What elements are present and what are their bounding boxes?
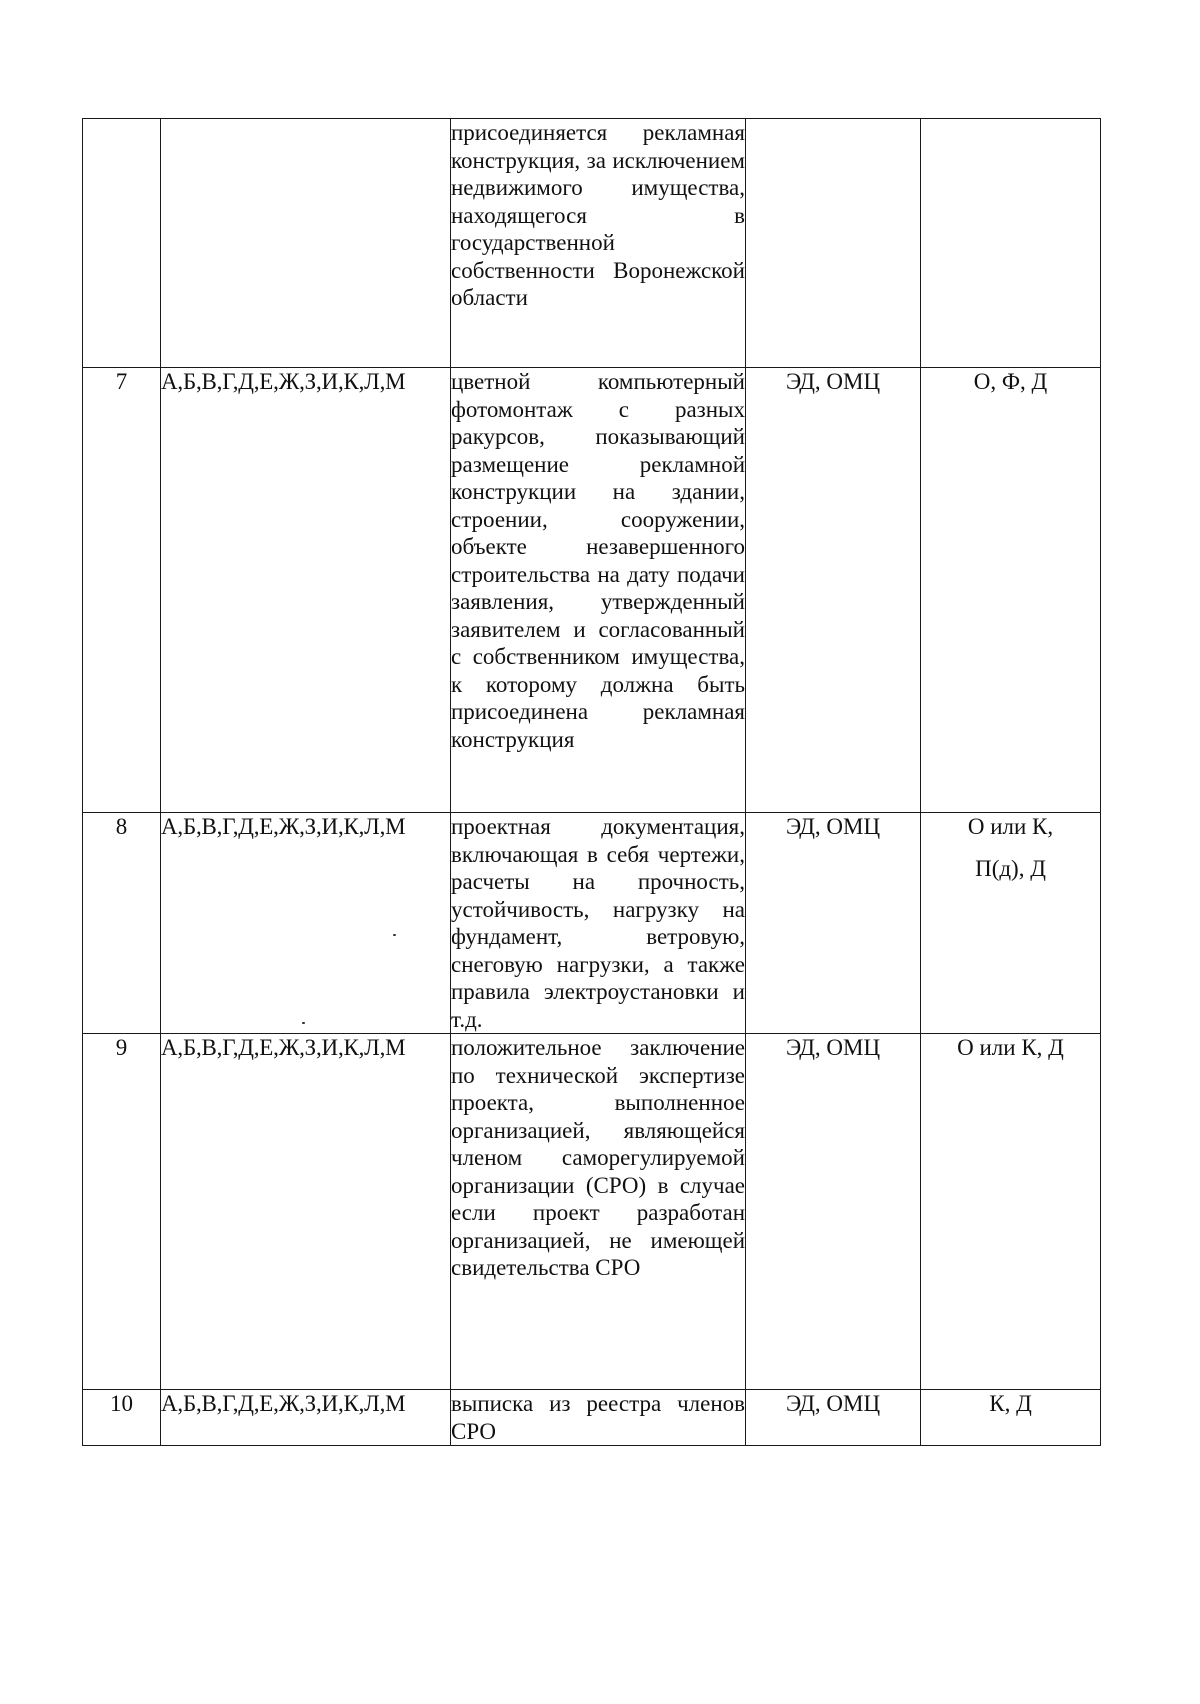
- table-row: [83, 1034, 1101, 1390]
- row-document-type-line: О или К,: [967, 814, 1054, 839]
- row-document-type: [921, 368, 1101, 813]
- row-document-form: ЭД, ОМЦ: [746, 1034, 921, 1390]
- row-document-form: [746, 119, 921, 368]
- row-document-type: [921, 813, 1101, 1034]
- row-categories: А,Б,В,Г,Д,Е,Ж,З,И,К,Л,М: [161, 813, 451, 1034]
- scan-speck: [302, 1022, 305, 1024]
- row-number: 8: [83, 813, 161, 1034]
- row-document-description: цветной компьютерный фотомонтаж с разных ракурсов, показывающий размещение рекламной конструкции на здании, строении, сооружении, объекте незавершенного строительства на дату подачи заявления, утвержденный заявителем и согласованный с собственником имущества, к которому должна быть присоединена рекламная конструкция: [451, 368, 746, 813]
- row-document-form: ЭД, ОМЦ: [746, 813, 921, 1034]
- row-categories: [161, 119, 451, 368]
- row-categories: А,Б,В,Г,Д,Е,Ж,З,И,К,Л,М: [161, 1034, 451, 1390]
- table-row: [83, 813, 1101, 1034]
- row-document-type: [921, 119, 1101, 368]
- row-categories: А,Б,В,Г,Д,Е,Ж,З,И,К,Л,М: [161, 368, 451, 813]
- table-row: [83, 368, 1101, 813]
- row-document-type: [921, 1034, 1101, 1390]
- row-document-type-line: О, Ф, Д: [973, 369, 1048, 394]
- row-categories: А,Б,В,Г,Д,Е,Ж,З,И,К,Л,М: [161, 1390, 451, 1446]
- row-document-type: [921, 1390, 1101, 1446]
- row-number: 7: [83, 368, 161, 813]
- row-document-form: ЭД, ОМЦ: [746, 1390, 921, 1446]
- table-row: [83, 119, 1101, 368]
- row-number: 9: [83, 1034, 161, 1390]
- row-document-type-line: О или К, Д: [957, 1035, 1064, 1060]
- row-document-description: присоединяется рекламная конструкция, за исключением недвижимого имущества, находящегося в государственной собственности Воронежской области: [451, 119, 746, 368]
- row-document-form: ЭД, ОМЦ: [746, 368, 921, 813]
- requirements-table: [82, 118, 1101, 1446]
- row-document-type-line: К, Д: [989, 1391, 1032, 1416]
- table-row: [83, 1390, 1101, 1446]
- row-document-description: выписка из реестра членов СРО: [451, 1391, 745, 1444]
- row-document-description: положительное заключение по технической экспертизе проекта, выполненное организацией, являющейся членом саморегулируемой организации (СРО) в случае если проект разработан организацией, не имеющей свидетельства СРО: [451, 1034, 746, 1390]
- row-number: [83, 119, 161, 368]
- row-document-description: проектная документация, включающая в себя чертежи, расчеты на прочность, устойчивость, нагрузку на фундамент, ветровую, снеговую нагрузки, а также правила электроустановки и т.д.: [451, 814, 745, 1032]
- row-document-type-line: П(д), Д: [975, 855, 1046, 881]
- row-number: 10: [83, 1390, 161, 1446]
- scan-speck: [393, 934, 396, 936]
